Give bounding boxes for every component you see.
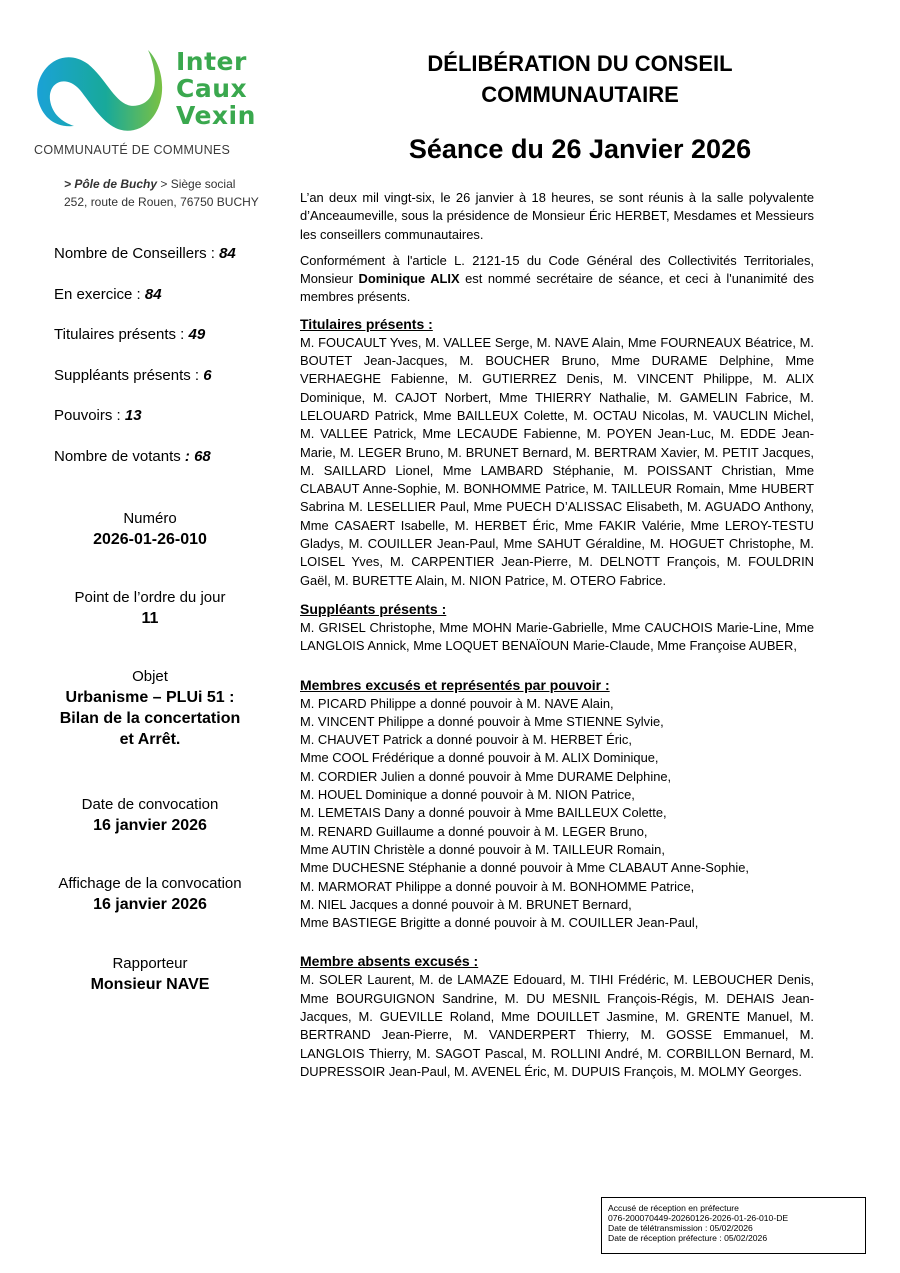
pouvoirs-section: [300, 676, 814, 933]
numero-block: [40, 508, 260, 550]
list-item: Mme COOL Frédérique a donné pouvoir à M. ALIX Dominique,: [300, 750, 659, 766]
deliberation-body: [300, 189, 814, 1091]
objet-block: [40, 666, 260, 750]
title-line-2: COMMUNAUTAIRE: [481, 82, 679, 107]
list-item: M. PICARD Philippe a donné pouvoir à M. NAVE Alain,: [300, 695, 614, 711]
list-item: M. MARMORAT Philippe a donné pouvoir à M. BONHOMME Patrice,: [300, 878, 695, 894]
secretary-name: Dominique ALIX: [358, 271, 460, 287]
page-title: [370, 48, 790, 110]
point-block: [40, 587, 260, 629]
stat-label: Nombre de Conseillers :: [54, 245, 220, 262]
numero-label: Numéro: [123, 510, 177, 527]
titulaires-heading: Titulaires présents :: [300, 315, 433, 332]
list-item: Mme BASTIEGE Brigitte a donné pouvoir à M. COUILLER Jean-Paul,: [300, 915, 699, 931]
stat-value: 84: [219, 245, 236, 262]
suppleants-list: M. GRISEL Christophe, Mme MOHN Marie-Gabrielle, Mme CAUCHOIS Marie-Line, Mme LANGLOIS Annick, Mme LOQUET BENAÏOUN Marie-Claude, Mme Françoise AUBER,: [300, 619, 814, 654]
pole-suffix: > Siège social: [157, 177, 236, 191]
logo-name-line: Vexin: [176, 101, 256, 130]
stamp-line: 076-200070449-20260126-2026-01-26-010-DE: [608, 1213, 789, 1223]
stat-suppleants: [54, 367, 236, 408]
list-item: M. NIEL Jacques a donné pouvoir à M. BRUNET Bernard,: [300, 896, 632, 912]
objet-line: et Arrêt.: [119, 731, 181, 748]
titulaires-section: [300, 315, 814, 590]
suppleants-section: [300, 600, 814, 656]
titulaires-list: M. FOUCAULT Yves, M. VALLEE Serge, M. NAVE Alain, Mme FOURNEAUX Béatrice, M. BOUTET Jean-Jacques, M. BOUCHER Bruno, Mme DURAME Delphine, Mme VERHAEGHE Fabienne, M. GUTIERREZ Denis, M. VINCENT Philippe, M. ALIX Dominique, M. CAJOT Norbert, Mme THIERRY Nathalie, M. GAMELIN Fabrice, M. LELOUARD Patrick, Mme BAILLEUX Colette, M. OCTAU Nicolas, M. VAUCLIN Michel, M. VALLEE Patrick, Mme LECAUDE Fabienne, M. POYEN Jean-Luc, M. EDDE Jean-Marie, M. LEGER Bruno, M. BRUNET Bernard, M. BERTRAM Xavier, M. PETIT Jacques, M. SAILLARD Lionel, Mme LAMBARD Stéphanie, M. POISSANT Christian, Mme CLABAUT Anne-Sophie, M. BONHOMME Patrice, M. TAILLEUR Romain, Mme HUBERT Sabrina M. LESELLIER Paul, Mme PUECH D’ALISSAC Elisabeth, M. AGUADO Anthony, Mme CASAERT Isabelle, M. HERBET Éric, Mme FAKIR Valérie, Mme LEROY-TESTU Gladys, M. COUILLER Jean-Paul, Mme SAHUT Géraldine, M. HOGUET Christophe, M. LOISEL Yves, M. CARPENTIER Jean-Pierre, M. DELNOTT François, M. FOULDRIN Gaël, M. BURETTE Alain, M. NION Patrice, M. OTERO Fabrice.: [300, 334, 814, 588]
rapporteur-block: [40, 953, 260, 995]
list-item: M. VINCENT Philippe a donné pouvoir à Mme STIENNE Sylvie,: [300, 713, 664, 729]
title-line-1: DÉLIBÉRATION DU CONSEIL: [427, 51, 733, 76]
point-value: 11: [141, 610, 159, 627]
stat-label: Pouvoirs :: [54, 407, 125, 425]
stat-label: Suppléants présents :: [54, 366, 204, 384]
stat-exercice: [54, 286, 236, 327]
secretary-text: est nommé secrétaire de séance, et ceci à l'unanimité des membres présents.: [300, 271, 814, 305]
affichage-value: 16 janvier 2026: [93, 896, 207, 913]
list-item: M. CORDIER Julien a donné pouvoir à Mme DURAME Delphine,: [300, 768, 672, 784]
intro-paragraph: L’an deux mil vingt-six, le 26 janvier à 18 heures, se sont réunis à la salle polyvalente d’Anceaumeville, sous la présidence de Monsieur Éric HERBET, Mesdames et Messieurs les conseillers communautaires.: [300, 190, 814, 242]
affichage-block: [40, 873, 260, 915]
secretary-text: Conformément à l'article L. 2121-15 du Code Général des Collectivités Territoriales, Monsieur: [300, 252, 814, 287]
pouvoirs-heading: Membres excusés et représentés par pouvoir :: [300, 676, 610, 693]
list-item: Mme DUCHESNE Stéphanie a donné pouvoir à Mme CLABAUT Anne-Sophie,: [300, 860, 750, 876]
pouvoirs-list: [300, 695, 814, 933]
absents-list: M. SOLER Laurent, M. de LAMAZE Edouard, M. TIHI Frédéric, M. LEBOUCHER Denis, Mme BOURGUIGNON Sandrine, M. DU MESNIL François-Régis, M. DEHAIS Jean-Jacques, M. GUEVILLE Roland, Mme DOUILLET Jasmine, M. GRENTE Manuel, M. BERTRAND Jean-Pierre, M. VANDERPERT Thierry, M. GOSSE Emmanuel, M. LANGLOIS Thierry, M. SAGOT Pascal, M. ROLLINI André, M. CORBILLON Bernard, M. DUPRESSOIR Jean-Paul, M. AVENEL Éric, M. DUPUIS François, M. MOLMY Georges.: [300, 972, 814, 1079]
seance-title: Séance du 26 Janvier 2026: [408, 134, 752, 164]
address-line-2: 252, route de Rouen, 76750 BUCHY: [64, 195, 259, 209]
stat-votants: [54, 448, 236, 489]
stat-value: : 68: [184, 447, 211, 465]
date-convocation-block: [40, 794, 260, 836]
stat-value: 6: [203, 366, 212, 384]
rapporteur-value: Monsieur NAVE: [90, 976, 210, 993]
list-item: M. RENARD Guillaume a donné pouvoir à M. LEGER Bruno,: [300, 823, 648, 839]
address-line-1: [64, 175, 259, 193]
stat-pouvoirs: [54, 407, 236, 448]
absents-section: [300, 952, 814, 1081]
stat-titulaires: [54, 326, 236, 367]
objet-label: Objet: [132, 668, 168, 685]
absents-heading: Membre absents excusés :: [300, 953, 479, 970]
stat-label: Titulaires présents :: [54, 326, 189, 344]
objet-line: Bilan de la concertation: [59, 710, 241, 727]
date-convocation-value: 16 janvier 2026: [93, 817, 207, 834]
numero-value: 2026-01-26-010: [93, 531, 207, 548]
list-item: Mme AUTIN Christèle a donné pouvoir à M. TAILLEUR Romain,: [300, 841, 665, 857]
address-block: [64, 175, 259, 211]
objet-line: Urbanisme – PLUi 51 :: [65, 689, 235, 706]
pole-name: > Pôle de Buchy: [64, 177, 158, 191]
list-item: M. LEMETAIS Dany a donné pouvoir à Mme BAILLEUX Colette,: [300, 805, 667, 821]
affichage-label: Affichage de la convocation: [58, 875, 242, 892]
stat-label: Nombre de votants: [54, 447, 185, 465]
intercaux-vexin-logo: [30, 42, 270, 162]
secretary-paragraph: [300, 252, 814, 307]
logo-name-line: Caux: [176, 74, 248, 103]
list-item: M. HOUEL Dominique a donné pouvoir à M. NION Patrice,: [300, 787, 635, 803]
date-convocation-label: Date de convocation: [81, 796, 219, 813]
stat-value: 49: [188, 326, 206, 344]
stamp-line: Date de télétransmission : 05/02/2026: [608, 1223, 753, 1233]
logo-swirl-icon: [30, 42, 170, 142]
logo-name: [176, 48, 256, 129]
logo-subtitle: COMMUNAUTÉ DE COMMUNES: [34, 143, 231, 157]
stat-value: 13: [124, 407, 142, 425]
list-item: M. CHAUVET Patrick a donné pouvoir à M. HERBET Éric,: [300, 732, 632, 748]
rapporteur-label: Rapporteur: [112, 955, 188, 972]
stat-value: 84: [144, 285, 162, 303]
stat-label: En exercice :: [54, 285, 145, 303]
point-label: Point de l’ordre du jour: [74, 589, 226, 606]
stat-conseillers: [54, 245, 236, 286]
stamp-line: Accusé de réception en préfecture: [608, 1203, 739, 1213]
council-stats: [54, 245, 236, 489]
suppleants-heading: Suppléants présents :: [300, 600, 447, 617]
logo-name-line: Inter: [176, 47, 247, 76]
prefecture-receipt-stamp: [601, 1197, 866, 1254]
stamp-line: Date de réception préfecture : 05/02/2026: [608, 1233, 768, 1243]
